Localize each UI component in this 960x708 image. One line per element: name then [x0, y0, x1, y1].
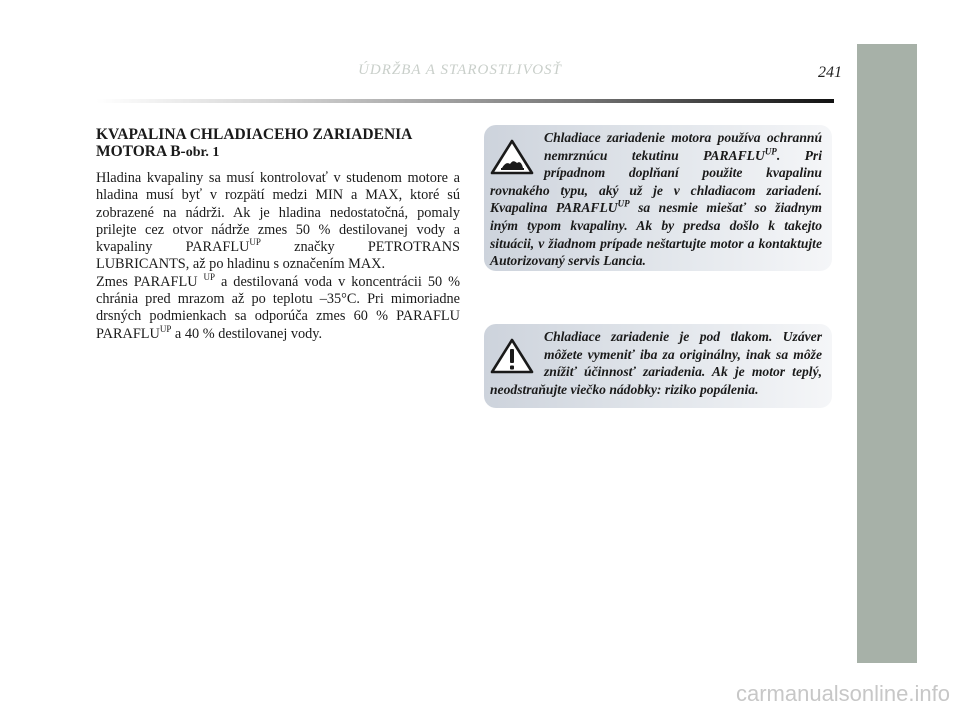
body-paragraph [96, 170, 460, 343]
header-divider [96, 99, 834, 103]
environment-warning-box [484, 125, 832, 271]
para2-part-a: Zmes PARAFLU [96, 273, 204, 290]
para1-part-a: Hladina kvapaliny sa musí kontrolovať v studenom motore a hladina musí byť v rozpätí medzi MIN a MAX, ktoré sú zobrazené na nádrži. Ak je hladina nedostatočná, pomaly prilejte cez otvor nádrže zmes 50 % destilovanej vody a kvapaliny PARAFLU [96, 170, 460, 256]
environment-warning-icon [490, 139, 534, 175]
warning-text-1 [490, 129, 822, 270]
superscript-up: UP [617, 198, 630, 209]
para2-part-b: a destilovaná voda v koncentrácii 50 % chránia pred mrazom až po teplotu –35°C. Pri mimoriadne drsných podmienkach sa odporúča zmes 60 % PARAFLU PARAFLU [96, 273, 460, 342]
warning-1-part-a: Chladiace zariadenie motora používa ochrannú nemrznúcu tekutinu PARAFLU [544, 130, 822, 163]
exclamation-warning-icon [490, 338, 534, 374]
heading-line-1: KVAPALINA CHLADIACEHO ZARIADENIA [96, 126, 413, 143]
warning-text-2: Chladiace zariadenie je pod tlakom. Uzáver môžete vymeniť iba za originálny, inak sa môže znížiť účinnosť zariadenia. Ak je motor teplý, neodstraňujte viečko nádobky: riziko popálenia. [490, 329, 822, 397]
page-number: 241 [818, 64, 842, 81]
superscript-up: UP [203, 272, 216, 283]
para2-part-c: a 40 % destilovanej vody. [171, 325, 323, 342]
heading-line-2: MOTORA B- [96, 143, 186, 160]
superscript-up: UP [159, 323, 172, 334]
para1-part-b: značky PETROTRANS LUBRICANTS, až po hladinu s označením MAX. [96, 239, 460, 273]
main-column [96, 126, 460, 343]
figure-reference: obr. 1 [185, 145, 220, 160]
pressure-warning-box [484, 324, 832, 408]
watermark: carmanualsonline.info [735, 681, 950, 706]
section-side-tab [857, 44, 917, 663]
section-title: ÚDRŽBA A STAROSTLIVOSŤ [358, 62, 562, 78]
warning-1-part-b: . Pri prípadnom doplňaní použite kvapalinu rovnakého typu, aký už je v chladiacom zariadení. Kvapalina PARAFLU [490, 147, 822, 216]
superscript-up: UP [249, 237, 261, 248]
warning-1-part-c: sa nesmie miešať so žiadnym iným typom kvapaliny. Ak by predsa došlo k takejto situácii, v žiadnom prípade neštartujte motor a kontaktujte Autorizovaný servis Lancia. [490, 200, 822, 269]
superscript-up: UP [764, 146, 777, 157]
section-heading [96, 126, 460, 161]
